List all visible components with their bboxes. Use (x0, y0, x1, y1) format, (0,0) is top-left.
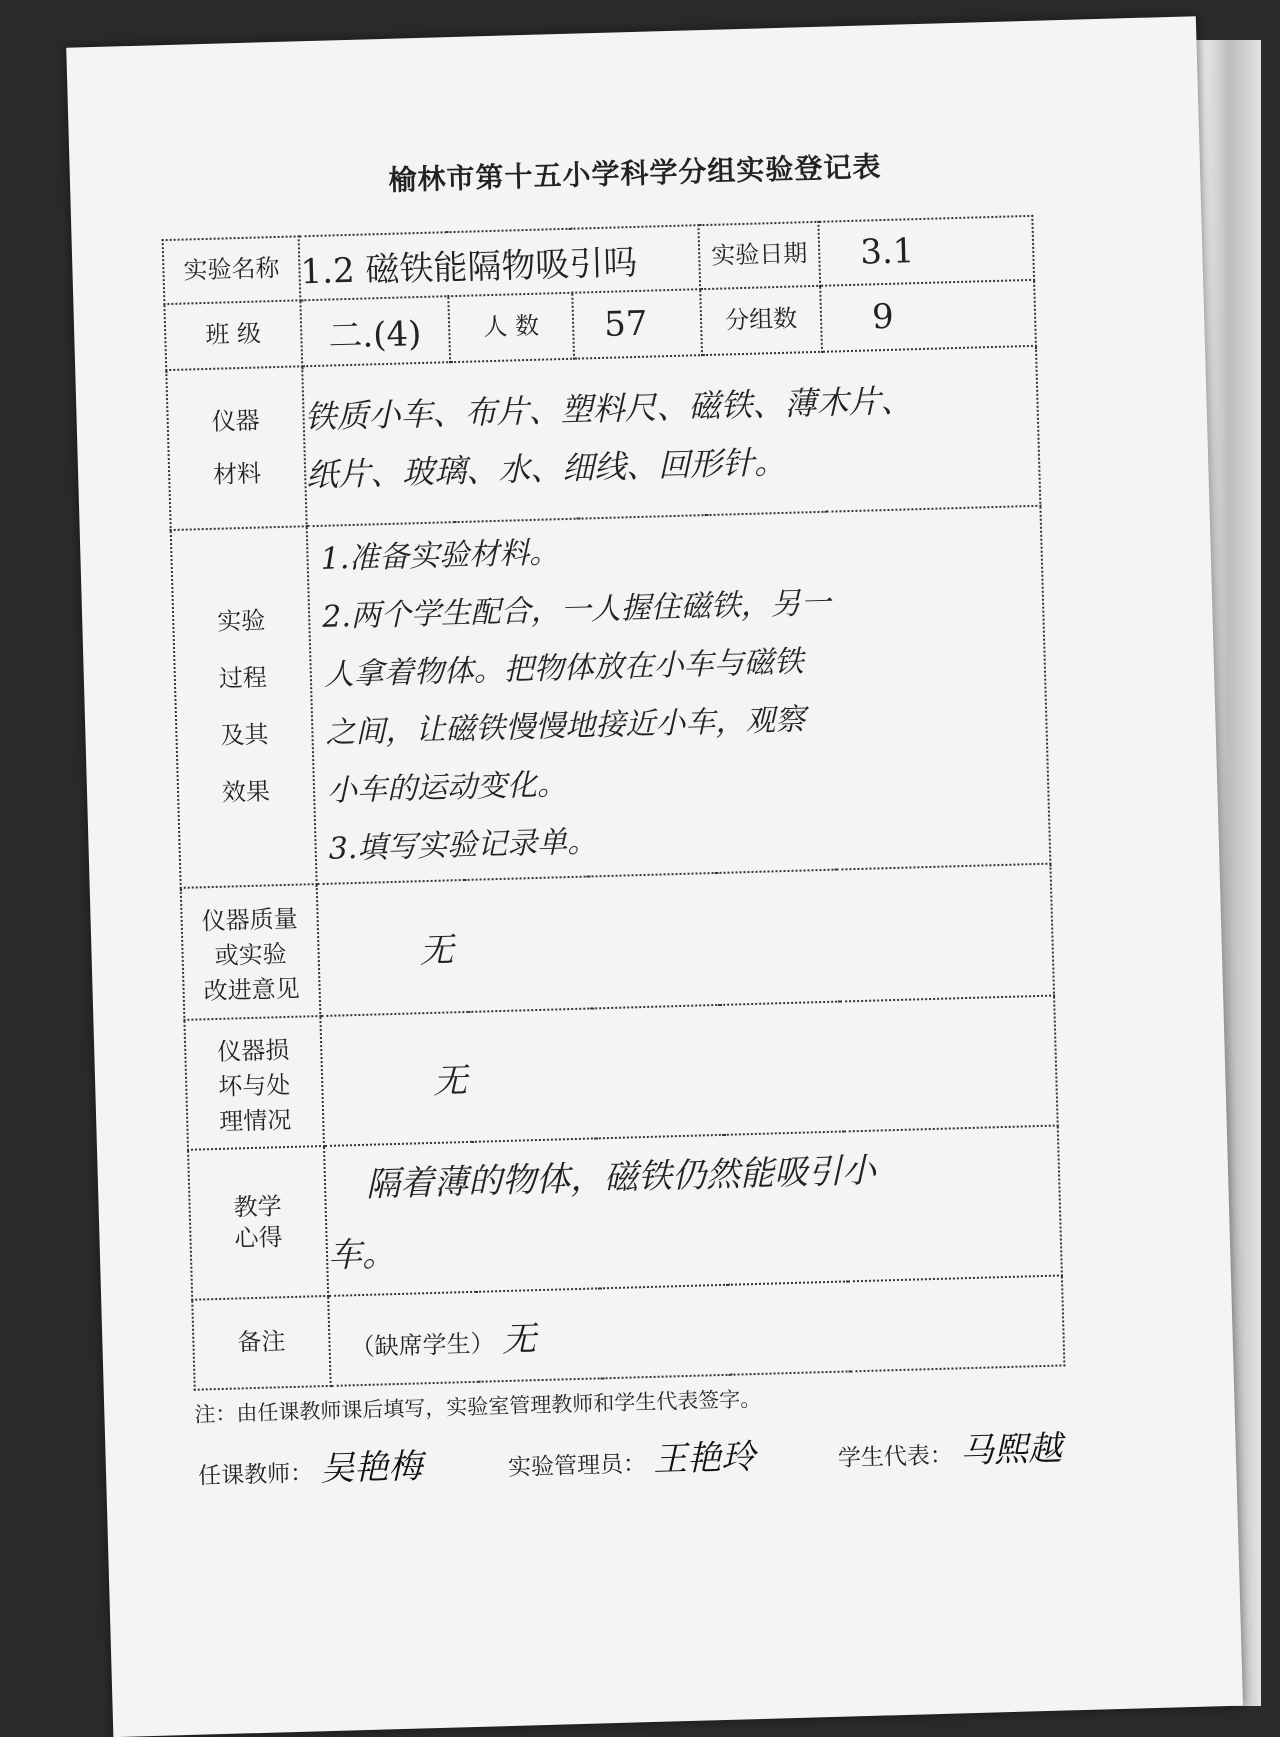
process-line: 之间，让磁铁慢慢地接近小车，观察 (324, 702, 806, 751)
quality-label (181, 884, 321, 1020)
remarks-text: 无 (501, 1318, 537, 1360)
registration-form-sheet (66, 16, 1243, 1737)
teaching-line-2: 车。 (327, 1234, 397, 1276)
damage-value: 无 (320, 996, 1057, 1146)
page-title: 榆林市第十五小学科学分组实验登记表 (388, 150, 882, 197)
process-label-line-3: 及其 (220, 720, 269, 750)
quality-label-line-2: 或实验 (214, 939, 287, 970)
row-teaching (188, 1126, 1062, 1300)
experiment-name-label: 实验名称 (163, 236, 301, 304)
date-value: 3.1 (818, 216, 1034, 286)
groups-label: 分组数 (700, 286, 822, 355)
process-label (171, 526, 317, 888)
materials-label-line-2: 材料 (212, 459, 262, 489)
quality-label-line-1: 仪器质量 (201, 904, 299, 935)
process-line: 小车的运动变化。 (326, 767, 568, 809)
admin-label: 实验管理员： (507, 1451, 647, 1481)
teaching-label-line-2: 心得 (234, 1223, 283, 1253)
process-line: 1.准备实验材料。 (320, 535, 560, 577)
teaching-label (188, 1146, 328, 1300)
class-value: 二.(4) (300, 296, 450, 366)
experiment-name-value: 1.2 磁铁能隔物吸引吗 (299, 225, 701, 300)
admin-signature-block (507, 1429, 756, 1485)
remarks-value (328, 1275, 1064, 1385)
process-line: 3.填写实验记录单。 (328, 824, 598, 867)
class-label: 班 级 (164, 300, 302, 370)
row-process (171, 506, 1051, 888)
row-quality (181, 864, 1054, 1020)
process-line: 人拿着物体。把物体放在小车与磁铁 (323, 644, 805, 693)
remarks-prefix: （缺席学生） (350, 1328, 495, 1361)
groups-value: 9 (820, 280, 1036, 352)
teaching-value (324, 1126, 1062, 1296)
experiment-registration-table (162, 215, 1066, 1391)
materials-label-line-1: 仪器 (211, 406, 261, 436)
footer-note: 注：由任课教师课后填写，实验室管理教师和学生代表签字。 (194, 1386, 762, 1427)
process-line: 2.两个学生配合，一人握住磁铁，另一 (321, 585, 832, 635)
date-label: 实验日期 (698, 222, 820, 289)
teacher-signature-block (197, 1438, 423, 1493)
row-damage (184, 996, 1057, 1150)
materials-line-1: 铁质小车、布片、塑料尺、磁铁、薄木片、 (304, 381, 913, 437)
damage-label-line-2: 坏与处 (217, 1070, 291, 1101)
row-materials (166, 346, 1040, 530)
materials-line-2: 纸片、玻璃、水、细线、回形针。 (305, 442, 787, 495)
admin-signature: 王艳玲 (652, 1437, 756, 1480)
damage-label-line-3: 理情况 (218, 1105, 292, 1136)
teaching-line-1: 隔着薄的物体，磁铁仍然能吸引小 (365, 1150, 877, 1205)
damage-label-line-1: 仪器损 (216, 1035, 290, 1066)
materials-value (302, 346, 1040, 526)
student-signature: 马熙越 (959, 1428, 1063, 1472)
process-label-line-4: 效果 (221, 777, 271, 807)
process-value (307, 506, 1051, 884)
teacher-label: 任课教师： (197, 1460, 314, 1490)
damage-label (184, 1016, 324, 1150)
people-label: 人 数 (448, 293, 574, 362)
process-label-line-2: 过程 (218, 663, 268, 693)
teaching-label-line-1: 教学 (233, 1192, 283, 1222)
quality-value: 无 (317, 864, 1054, 1016)
teacher-signature: 吴艳梅 (319, 1446, 423, 1490)
process-label-line-1: 实验 (216, 606, 266, 636)
remarks-label: 备注 (192, 1296, 330, 1390)
materials-label (166, 366, 306, 530)
quality-label-line-3: 改进意见 (203, 974, 300, 1005)
student-signature-block (837, 1421, 1063, 1476)
people-value: 57 (572, 289, 702, 359)
student-label: 学生代表： (837, 1442, 954, 1472)
